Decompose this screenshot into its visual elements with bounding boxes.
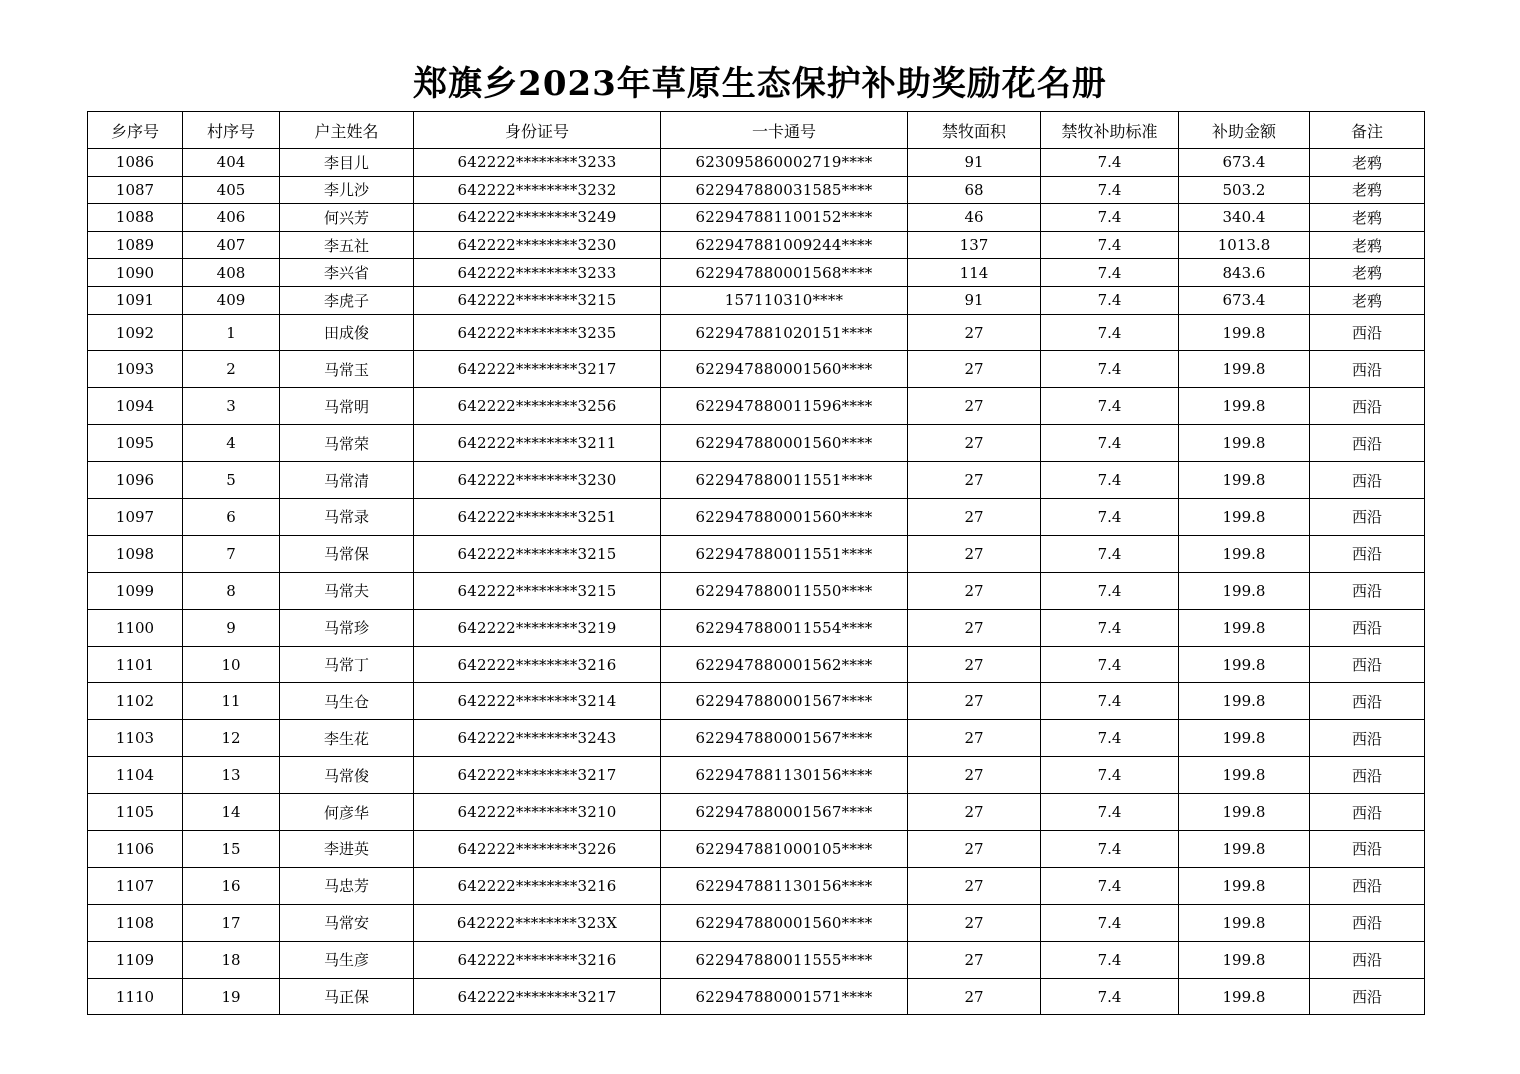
subsidy-amount-cell: 199.8: [1179, 978, 1310, 1015]
id-number-cell: 642222********3230: [414, 462, 661, 499]
id-number-cell: 642222********3215: [414, 535, 661, 572]
grazing-ban-area-cell: 27: [908, 867, 1041, 904]
subsidy-amount-cell: 199.8: [1179, 794, 1310, 831]
subsidy-rate-cell: 7.4: [1041, 683, 1179, 720]
remark-cell: 老鸦: [1310, 259, 1425, 287]
village-index-cell: 18: [183, 941, 280, 978]
subsidy-rate-cell: 7.4: [1041, 499, 1179, 536]
card-number-cell: 622947880001560****: [661, 904, 908, 941]
card-number-cell: 622947880001567****: [661, 683, 908, 720]
remark-cell: 西沿: [1310, 609, 1425, 646]
id-number-cell: 642222********3230: [414, 231, 661, 259]
subsidy-amount-cell: 199.8: [1179, 314, 1310, 351]
card-number-cell: 622947880011551****: [661, 462, 908, 499]
table-row: [88, 757, 1425, 794]
village-index-cell: 6: [183, 499, 280, 536]
subsidy-rate-cell: 7.4: [1041, 646, 1179, 683]
subsidy-rate-cell: 7.4: [1041, 720, 1179, 757]
remark-cell: 老鸦: [1310, 176, 1425, 204]
village-index-cell: 11: [183, 683, 280, 720]
table-row: [88, 231, 1425, 259]
grazing-ban-area-cell: 27: [908, 757, 1041, 794]
table-row: [88, 572, 1425, 609]
id-number-cell: 642222********3214: [414, 683, 661, 720]
grazing-ban-area-cell: 27: [908, 499, 1041, 536]
subsidy-rate-cell: 7.4: [1041, 609, 1179, 646]
subsidy-amount-cell: 199.8: [1179, 867, 1310, 904]
table-row: [88, 499, 1425, 536]
subsidy-amount-cell: 199.8: [1179, 535, 1310, 572]
card-number-cell: 622947880001562****: [661, 646, 908, 683]
subsidy-amount-cell: 199.8: [1179, 351, 1310, 388]
village-index-cell: 404: [183, 149, 280, 177]
table-row: [88, 904, 1425, 941]
id-number-cell: 642222********3215: [414, 286, 661, 314]
township-index-cell: 1090: [88, 259, 183, 287]
grazing-ban-area-cell: 27: [908, 831, 1041, 868]
village-index-cell: 13: [183, 757, 280, 794]
township-index-cell: 1089: [88, 231, 183, 259]
township-index-cell: 1109: [88, 941, 183, 978]
township-index-cell: 1086: [88, 149, 183, 177]
column-header: 一卡通号: [661, 112, 908, 149]
subsidy-rate-cell: 7.4: [1041, 204, 1179, 232]
remark-cell: 西沿: [1310, 794, 1425, 831]
township-index-cell: 1110: [88, 978, 183, 1015]
township-index-cell: 1091: [88, 286, 183, 314]
grazing-ban-area-cell: 27: [908, 941, 1041, 978]
remark-cell: 西沿: [1310, 351, 1425, 388]
subsidy-rate-cell: 7.4: [1041, 149, 1179, 177]
subsidy-amount-cell: 503.2: [1179, 176, 1310, 204]
card-number-cell: 622947880011554****: [661, 609, 908, 646]
householder-name-cell: 马常清: [280, 462, 414, 499]
householder-name-cell: 李儿沙: [280, 176, 414, 204]
remark-cell: 老鸦: [1310, 204, 1425, 232]
village-index-cell: 5: [183, 462, 280, 499]
township-index-cell: 1098: [88, 535, 183, 572]
remark-cell: 西沿: [1310, 314, 1425, 351]
card-number-cell: 622947880011550****: [661, 572, 908, 609]
subsidy-amount-cell: 199.8: [1179, 904, 1310, 941]
remark-cell: 西沿: [1310, 425, 1425, 462]
village-index-cell: 7: [183, 535, 280, 572]
remark-cell: 老鸦: [1310, 286, 1425, 314]
id-number-cell: 642222********3249: [414, 204, 661, 232]
subsidy-rate-cell: 7.4: [1041, 794, 1179, 831]
remark-cell: 西沿: [1310, 535, 1425, 572]
village-index-cell: 8: [183, 572, 280, 609]
table-row: [88, 535, 1425, 572]
table-row: [88, 388, 1425, 425]
id-number-cell: 642222********3243: [414, 720, 661, 757]
grazing-ban-area-cell: 27: [908, 351, 1041, 388]
grazing-ban-area-cell: 91: [908, 286, 1041, 314]
grazing-ban-area-cell: 137: [908, 231, 1041, 259]
card-number-cell: 622947880001567****: [661, 794, 908, 831]
township-index-cell: 1096: [88, 462, 183, 499]
table-row: [88, 176, 1425, 204]
card-number-cell: 622947880001567****: [661, 720, 908, 757]
id-number-cell: 642222********3219: [414, 609, 661, 646]
householder-name-cell: 李兴省: [280, 259, 414, 287]
id-number-cell: 642222********3256: [414, 388, 661, 425]
township-index-cell: 1100: [88, 609, 183, 646]
village-index-cell: 1: [183, 314, 280, 351]
card-number-cell: 622947880001571****: [661, 978, 908, 1015]
subsidy-amount-cell: 1013.8: [1179, 231, 1310, 259]
grazing-ban-area-cell: 27: [908, 646, 1041, 683]
table-row: [88, 683, 1425, 720]
id-number-cell: 642222********3217: [414, 757, 661, 794]
remark-cell: 西沿: [1310, 499, 1425, 536]
id-number-cell: 642222********3251: [414, 499, 661, 536]
householder-name-cell: 李虎子: [280, 286, 414, 314]
subsidy-rate-cell: 7.4: [1041, 572, 1179, 609]
table-row: [88, 609, 1425, 646]
id-number-cell: 642222********3232: [414, 176, 661, 204]
grazing-ban-area-cell: 27: [908, 720, 1041, 757]
subsidy-rate-cell: 7.4: [1041, 757, 1179, 794]
village-index-cell: 19: [183, 978, 280, 1015]
township-index-cell: 1105: [88, 794, 183, 831]
subsidy-rate-cell: 7.4: [1041, 176, 1179, 204]
column-header: 禁牧面积: [908, 112, 1041, 149]
grazing-ban-area-cell: 27: [908, 683, 1041, 720]
subsidy-amount-cell: 199.8: [1179, 941, 1310, 978]
subsidy-rate-cell: 7.4: [1041, 904, 1179, 941]
householder-name-cell: 何彦华: [280, 794, 414, 831]
householder-name-cell: 马正保: [280, 978, 414, 1015]
subsidy-rate-cell: 7.4: [1041, 259, 1179, 287]
village-index-cell: 4: [183, 425, 280, 462]
grazing-ban-area-cell: 68: [908, 176, 1041, 204]
column-header: 备注: [1310, 112, 1425, 149]
id-number-cell: 642222********3235: [414, 314, 661, 351]
village-index-cell: 14: [183, 794, 280, 831]
table-body: [88, 149, 1425, 1015]
id-number-cell: 642222********3217: [414, 978, 661, 1015]
card-number-cell: 622947880011555****: [661, 941, 908, 978]
subsidy-amount-cell: 199.8: [1179, 499, 1310, 536]
householder-name-cell: 李五社: [280, 231, 414, 259]
village-index-cell: 408: [183, 259, 280, 287]
householder-name-cell: 马常安: [280, 904, 414, 941]
householder-name-cell: 李生花: [280, 720, 414, 757]
householder-name-cell: 马生仓: [280, 683, 414, 720]
card-number-cell: 622947880011596****: [661, 388, 908, 425]
card-number-cell: 622947881130156****: [661, 867, 908, 904]
card-number-cell: 622947880001568****: [661, 259, 908, 287]
remark-cell: 西沿: [1310, 646, 1425, 683]
village-index-cell: 3: [183, 388, 280, 425]
householder-name-cell: 马常玉: [280, 351, 414, 388]
column-header: 补助金额: [1179, 112, 1310, 149]
table-row: [88, 831, 1425, 868]
township-index-cell: 1094: [88, 388, 183, 425]
card-number-cell: 622947881009244****: [661, 231, 908, 259]
remark-cell: 西沿: [1310, 941, 1425, 978]
village-index-cell: 406: [183, 204, 280, 232]
card-number-cell: 622947881100152****: [661, 204, 908, 232]
householder-name-cell: 马常夫: [280, 572, 414, 609]
roster-table: [87, 111, 1425, 1015]
remark-cell: 西沿: [1310, 572, 1425, 609]
subsidy-rate-cell: 7.4: [1041, 941, 1179, 978]
column-header: 身份证号: [414, 112, 661, 149]
township-index-cell: 1095: [88, 425, 183, 462]
remark-cell: 西沿: [1310, 831, 1425, 868]
subsidy-rate-cell: 7.4: [1041, 351, 1179, 388]
id-number-cell: 642222********3216: [414, 646, 661, 683]
subsidy-amount-cell: 199.8: [1179, 388, 1310, 425]
id-number-cell: 642222********3215: [414, 572, 661, 609]
subsidy-rate-cell: 7.4: [1041, 231, 1179, 259]
column-header: 禁牧补助标准: [1041, 112, 1179, 149]
subsidy-rate-cell: 7.4: [1041, 535, 1179, 572]
village-index-cell: 2: [183, 351, 280, 388]
table-row: [88, 259, 1425, 287]
table-row: [88, 646, 1425, 683]
card-number-cell: 622947881020151****: [661, 314, 908, 351]
grazing-ban-area-cell: 27: [908, 978, 1041, 1015]
remark-cell: 老鸦: [1310, 231, 1425, 259]
subsidy-rate-cell: 7.4: [1041, 978, 1179, 1015]
householder-name-cell: 马生彦: [280, 941, 414, 978]
remark-cell: 西沿: [1310, 388, 1425, 425]
township-index-cell: 1107: [88, 867, 183, 904]
id-number-cell: 642222********3217: [414, 351, 661, 388]
subsidy-amount-cell: 199.8: [1179, 572, 1310, 609]
township-index-cell: 1092: [88, 314, 183, 351]
township-index-cell: 1106: [88, 831, 183, 868]
subsidy-amount-cell: 199.8: [1179, 646, 1310, 683]
subsidy-amount-cell: 673.4: [1179, 286, 1310, 314]
id-number-cell: 642222********3216: [414, 941, 661, 978]
table-row: [88, 425, 1425, 462]
grazing-ban-area-cell: 27: [908, 388, 1041, 425]
township-index-cell: 1097: [88, 499, 183, 536]
grazing-ban-area-cell: 27: [908, 535, 1041, 572]
householder-name-cell: 马常丁: [280, 646, 414, 683]
subsidy-rate-cell: 7.4: [1041, 867, 1179, 904]
householder-name-cell: 马常明: [280, 388, 414, 425]
subsidy-amount-cell: 199.8: [1179, 462, 1310, 499]
table-row: [88, 314, 1425, 351]
card-number-cell: 622947880001560****: [661, 425, 908, 462]
grazing-ban-area-cell: 91: [908, 149, 1041, 177]
subsidy-amount-cell: 843.6: [1179, 259, 1310, 287]
card-number-cell: 622947880011551****: [661, 535, 908, 572]
table-row: [88, 286, 1425, 314]
township-index-cell: 1102: [88, 683, 183, 720]
subsidy-amount-cell: 199.8: [1179, 757, 1310, 794]
grazing-ban-area-cell: 27: [908, 572, 1041, 609]
township-index-cell: 1104: [88, 757, 183, 794]
column-header: 乡序号: [88, 112, 183, 149]
card-number-cell: 157110310****: [661, 286, 908, 314]
page-title: 郑旗乡2023年草原生态保护补助奖励花名册: [413, 64, 1107, 104]
card-number-cell: 622947881000105****: [661, 831, 908, 868]
id-number-cell: 642222********3226: [414, 831, 661, 868]
table-row: [88, 204, 1425, 232]
subsidy-rate-cell: 7.4: [1041, 462, 1179, 499]
remark-cell: 西沿: [1310, 462, 1425, 499]
card-number-cell: 622947881130156****: [661, 757, 908, 794]
remark-cell: 西沿: [1310, 904, 1425, 941]
subsidy-rate-cell: 7.4: [1041, 388, 1179, 425]
householder-name-cell: 马常保: [280, 535, 414, 572]
subsidy-amount-cell: 199.8: [1179, 683, 1310, 720]
table-row: [88, 351, 1425, 388]
householder-name-cell: 马常俊: [280, 757, 414, 794]
householder-name-cell: 何兴芳: [280, 204, 414, 232]
subsidy-amount-cell: 673.4: [1179, 149, 1310, 177]
township-index-cell: 1087: [88, 176, 183, 204]
id-number-cell: 642222********3211: [414, 425, 661, 462]
table-row: [88, 794, 1425, 831]
id-number-cell: 642222********3233: [414, 149, 661, 177]
grazing-ban-area-cell: 46: [908, 204, 1041, 232]
householder-name-cell: 马常珍: [280, 609, 414, 646]
village-index-cell: 10: [183, 646, 280, 683]
card-number-cell: 622947880001560****: [661, 499, 908, 536]
grazing-ban-area-cell: 114: [908, 259, 1041, 287]
householder-name-cell: 李进英: [280, 831, 414, 868]
township-index-cell: 1093: [88, 351, 183, 388]
grazing-ban-area-cell: 27: [908, 462, 1041, 499]
township-index-cell: 1099: [88, 572, 183, 609]
remark-cell: 西沿: [1310, 757, 1425, 794]
remark-cell: 老鸦: [1310, 149, 1425, 177]
subsidy-amount-cell: 199.8: [1179, 720, 1310, 757]
subsidy-rate-cell: 7.4: [1041, 314, 1179, 351]
card-number-cell: 622947880031585****: [661, 176, 908, 204]
village-index-cell: 16: [183, 867, 280, 904]
card-number-cell: 622947880001560****: [661, 351, 908, 388]
id-number-cell: 642222********3216: [414, 867, 661, 904]
township-index-cell: 1103: [88, 720, 183, 757]
householder-name-cell: 李目儿: [280, 149, 414, 177]
grazing-ban-area-cell: 27: [908, 425, 1041, 462]
column-header: 户主姓名: [280, 112, 414, 149]
grazing-ban-area-cell: 27: [908, 609, 1041, 646]
village-index-cell: 405: [183, 176, 280, 204]
remark-cell: 西沿: [1310, 867, 1425, 904]
table-row: [88, 867, 1425, 904]
table-header-row: [88, 112, 1425, 149]
grazing-ban-area-cell: 27: [908, 904, 1041, 941]
table-row: [88, 720, 1425, 757]
subsidy-amount-cell: 340.4: [1179, 204, 1310, 232]
householder-name-cell: 田成俊: [280, 314, 414, 351]
remark-cell: 西沿: [1310, 720, 1425, 757]
id-number-cell: 642222********3233: [414, 259, 661, 287]
township-index-cell: 1101: [88, 646, 183, 683]
subsidy-rate-cell: 7.4: [1041, 286, 1179, 314]
table-row: [88, 941, 1425, 978]
table-row: [88, 462, 1425, 499]
village-index-cell: 12: [183, 720, 280, 757]
householder-name-cell: 马忠芳: [280, 867, 414, 904]
id-number-cell: 642222********3210: [414, 794, 661, 831]
subsidy-amount-cell: 199.8: [1179, 831, 1310, 868]
householder-name-cell: 马常荣: [280, 425, 414, 462]
township-index-cell: 1088: [88, 204, 183, 232]
table-row: [88, 149, 1425, 177]
householder-name-cell: 马常录: [280, 499, 414, 536]
column-header: 村序号: [183, 112, 280, 149]
village-index-cell: 15: [183, 831, 280, 868]
remark-cell: 西沿: [1310, 683, 1425, 720]
grazing-ban-area-cell: 27: [908, 314, 1041, 351]
id-number-cell: 642222********323X: [414, 904, 661, 941]
village-index-cell: 407: [183, 231, 280, 259]
village-index-cell: 17: [183, 904, 280, 941]
remark-cell: 西沿: [1310, 978, 1425, 1015]
card-number-cell: 623095860002719****: [661, 149, 908, 177]
subsidy-amount-cell: 199.8: [1179, 609, 1310, 646]
subsidy-rate-cell: 7.4: [1041, 425, 1179, 462]
subsidy-rate-cell: 7.4: [1041, 831, 1179, 868]
table-row: [88, 978, 1425, 1015]
village-index-cell: 9: [183, 609, 280, 646]
township-index-cell: 1108: [88, 904, 183, 941]
village-index-cell: 409: [183, 286, 280, 314]
subsidy-amount-cell: 199.8: [1179, 425, 1310, 462]
grazing-ban-area-cell: 27: [908, 794, 1041, 831]
